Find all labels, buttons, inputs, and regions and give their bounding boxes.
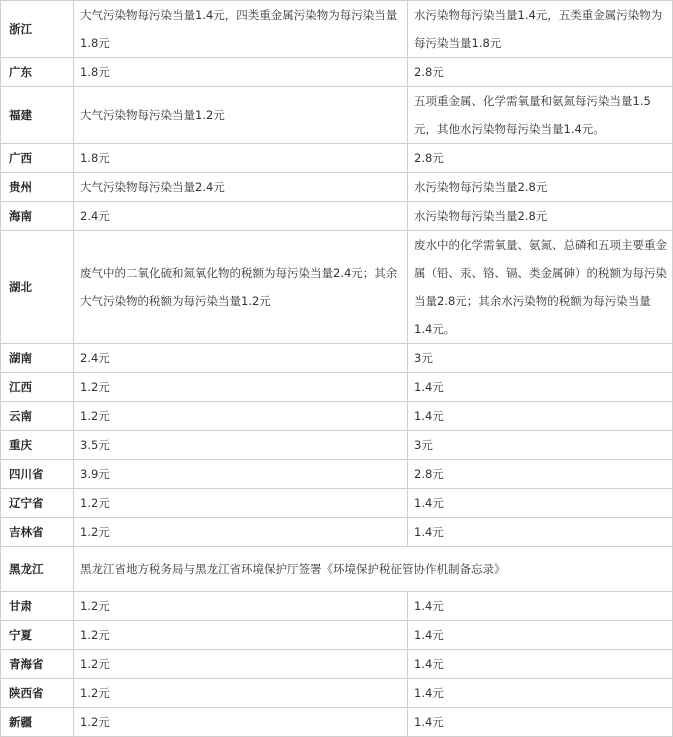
air-rate-cell: 2.4元 xyxy=(74,344,408,373)
province-cell: 新疆 xyxy=(1,708,74,737)
province-cell: 湖南 xyxy=(1,344,74,373)
water-rate-cell: 1.4元 xyxy=(408,489,673,518)
province-cell: 福建 xyxy=(1,87,74,144)
table-row xyxy=(1,173,673,202)
province-cell: 甘肃 xyxy=(1,592,74,621)
province-cell: 云南 xyxy=(1,402,74,431)
air-rate-cell: 1.2元 xyxy=(74,650,408,679)
table-row xyxy=(1,708,673,737)
table-row xyxy=(1,402,673,431)
table-row xyxy=(1,547,673,592)
table-row xyxy=(1,58,673,87)
province-cell: 浙江 xyxy=(1,1,74,58)
table-row xyxy=(1,373,673,402)
province-cell: 青海省 xyxy=(1,650,74,679)
province-cell: 吉林省 xyxy=(1,518,74,547)
province-cell: 湖北 xyxy=(1,231,74,344)
merged-note-cell: 黑龙江省地方税务局与黑龙江省环境保护厅签署《环境保护税征管协作机制备忘录》 xyxy=(74,547,673,592)
air-rate-cell: 1.2元 xyxy=(74,402,408,431)
water-rate-cell: 水污染物每污染当量1.4元，五类重金属污染物为每污染当量1.8元 xyxy=(408,1,673,58)
province-cell: 黑龙江 xyxy=(1,547,74,592)
air-rate-cell: 2.4元 xyxy=(74,202,408,231)
table-row xyxy=(1,489,673,518)
water-rate-cell: 1.4元 xyxy=(408,518,673,547)
water-rate-cell: 1.4元 xyxy=(408,679,673,708)
province-cell: 辽宁省 xyxy=(1,489,74,518)
air-rate-cell: 1.2元 xyxy=(74,373,408,402)
water-rate-cell: 1.4元 xyxy=(408,592,673,621)
table-row xyxy=(1,344,673,373)
province-cell: 海南 xyxy=(1,202,74,231)
province-cell: 四川省 xyxy=(1,460,74,489)
air-rate-cell: 3.9元 xyxy=(74,460,408,489)
table-row xyxy=(1,592,673,621)
province-cell: 陕西省 xyxy=(1,679,74,708)
province-cell: 广东 xyxy=(1,58,74,87)
table-row xyxy=(1,621,673,650)
water-rate-cell: 3元 xyxy=(408,431,673,460)
water-rate-cell: 1.4元 xyxy=(408,708,673,737)
water-rate-cell: 1.4元 xyxy=(408,650,673,679)
table-row xyxy=(1,518,673,547)
table-row xyxy=(1,87,673,144)
table-row xyxy=(1,679,673,708)
table-row xyxy=(1,1,673,58)
table-row xyxy=(1,460,673,489)
air-rate-cell: 1.2元 xyxy=(74,489,408,518)
water-rate-cell: 1.4元 xyxy=(408,621,673,650)
table-row xyxy=(1,144,673,173)
water-rate-cell: 2.8元 xyxy=(408,144,673,173)
province-cell: 江西 xyxy=(1,373,74,402)
table-row xyxy=(1,231,673,344)
water-rate-cell: 五项重金属、化学需氧量和氨氮每污染当量1.5元，其他水污染物每污染当量1.4元。 xyxy=(408,87,673,144)
air-rate-cell: 1.8元 xyxy=(74,144,408,173)
water-rate-cell: 2.8元 xyxy=(408,460,673,489)
air-rate-cell: 1.2元 xyxy=(74,679,408,708)
water-rate-cell: 1.4元 xyxy=(408,402,673,431)
air-rate-cell: 废气中的二氧化硫和氮氧化物的税额为每污染当量2.4元；其余大气污染物的税额为每污染当量1.2元 xyxy=(74,231,408,344)
air-rate-cell: 1.2元 xyxy=(74,621,408,650)
air-rate-cell: 大气污染物每污染当量2.4元 xyxy=(74,173,408,202)
air-rate-cell: 大气污染物每污染当量1.2元 xyxy=(74,87,408,144)
air-rate-cell: 1.2元 xyxy=(74,708,408,737)
table-row xyxy=(1,202,673,231)
air-rate-cell: 1.2元 xyxy=(74,592,408,621)
water-rate-cell: 1.4元 xyxy=(408,373,673,402)
air-rate-cell: 1.8元 xyxy=(74,58,408,87)
province-cell: 重庆 xyxy=(1,431,74,460)
air-rate-cell: 3.5元 xyxy=(74,431,408,460)
province-cell: 贵州 xyxy=(1,173,74,202)
water-rate-cell: 水污染物每污染当量2.8元 xyxy=(408,173,673,202)
water-rate-cell: 2.8元 xyxy=(408,58,673,87)
province-cell: 宁夏 xyxy=(1,621,74,650)
air-rate-cell: 大气污染物每污染当量1.4元，四类重金属污染物为每污染当量1.8元 xyxy=(74,1,408,58)
water-rate-cell: 3元 xyxy=(408,344,673,373)
table-row xyxy=(1,650,673,679)
water-rate-cell: 废水中的化学需氧量、氨氮、总磷和五项主要重金属（铅、汞、铬、镉、类金属砷）的税额为每污染当量2.8元；其余水污染物的税额为每污染当量1.4元。 xyxy=(408,231,673,344)
water-rate-cell: 水污染物每污染当量2.8元 xyxy=(408,202,673,231)
province-cell: 广西 xyxy=(1,144,74,173)
air-rate-cell: 1.2元 xyxy=(74,518,408,547)
table-row xyxy=(1,431,673,460)
